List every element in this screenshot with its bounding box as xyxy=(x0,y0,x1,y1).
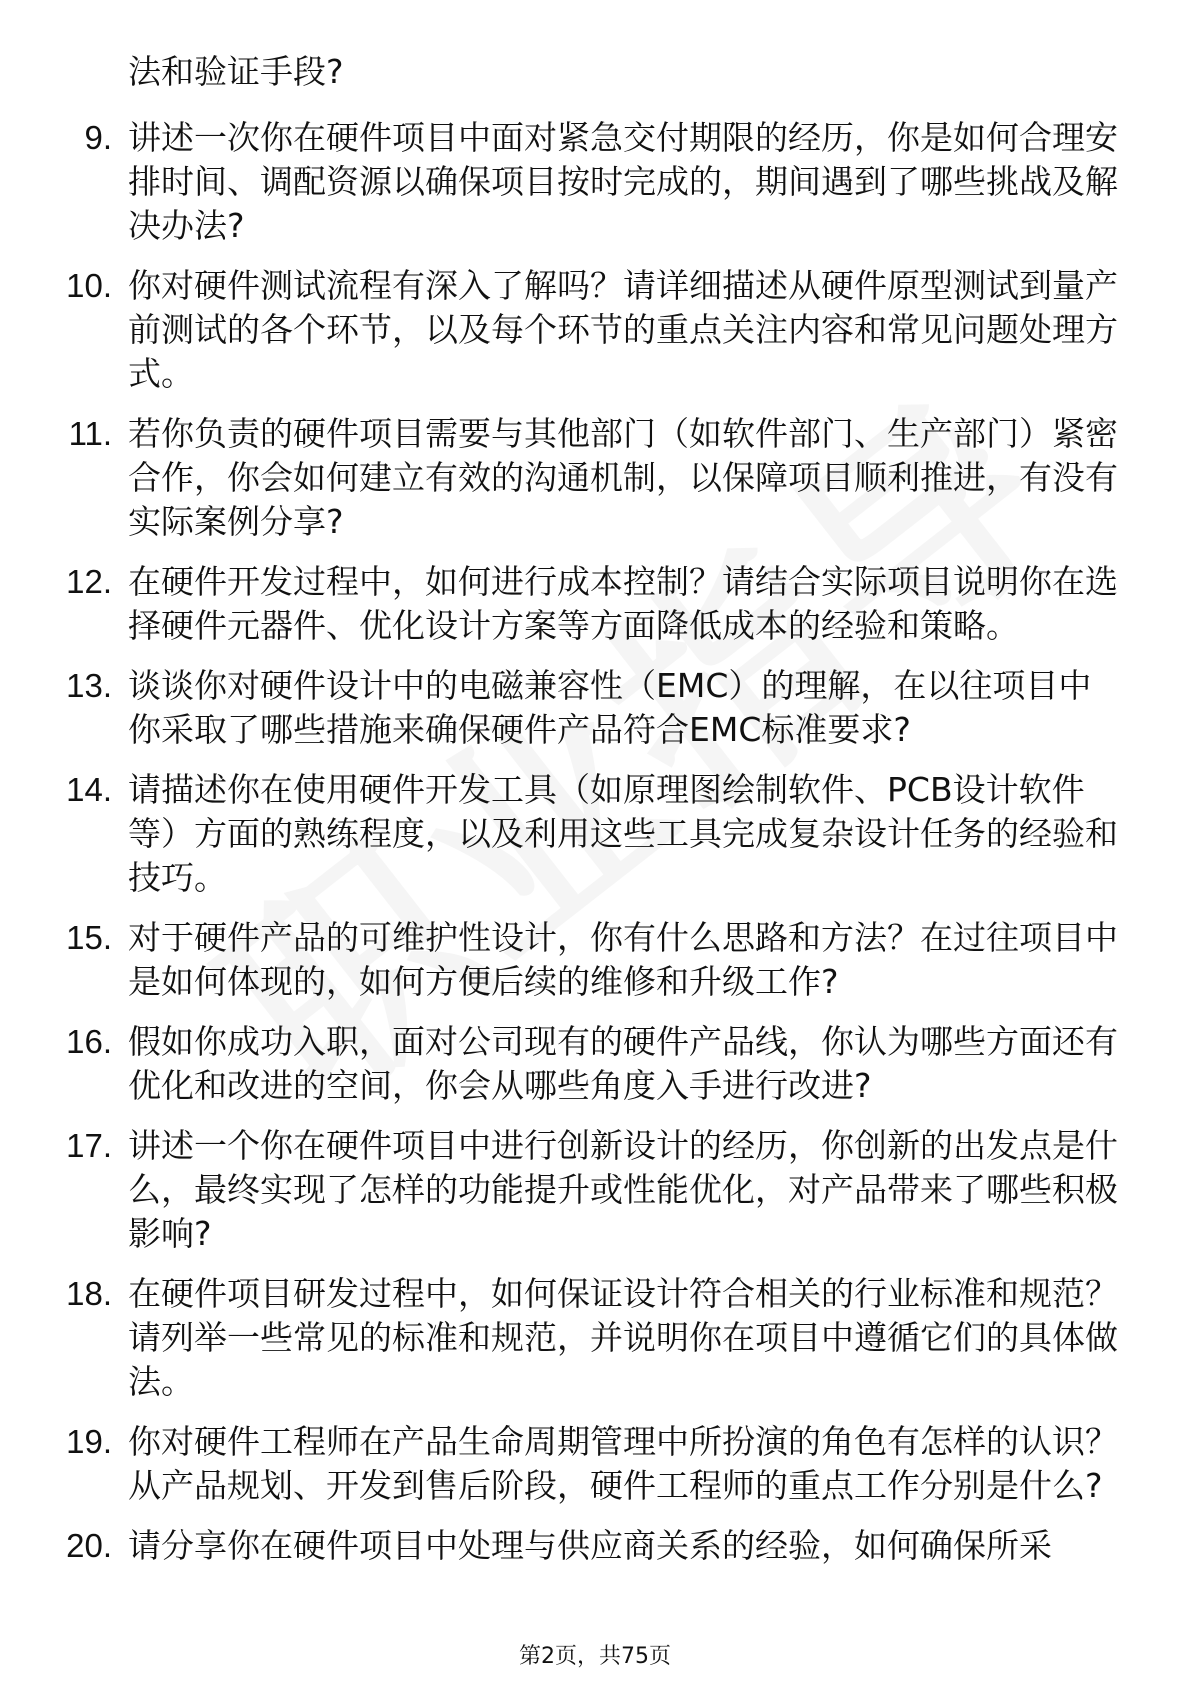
question-item xyxy=(0,1020,1190,1108)
question-text: 对于硬件产品的可维护性设计，你有什么思路和方法？在过往项目中是如何体现的，如何方便后续的维修和升级工作? xyxy=(128,918,1118,1001)
question-text: 假如你成功入职，面对公司现有的硬件产品线，你认为哪些方面还有优化和改进的空间，你会从哪些角度入手进行改进? xyxy=(128,1022,1118,1105)
question-number: 16. xyxy=(66,1023,112,1060)
question-number: 15. xyxy=(66,919,112,956)
question-number: 20. xyxy=(66,1527,112,1564)
continuation-text: 法和验证手段? xyxy=(128,52,344,91)
question-list xyxy=(0,116,1190,1584)
question-text: 你对硬件工程师在产品生命周期管理中所扮演的角色有怎样的认识？从产品规划、开发到售后阶段，硬件工程师的重点工作分别是什么? xyxy=(128,1422,1118,1505)
page-footer: 第2页，共75页 xyxy=(519,1644,671,1669)
question-text: 谈谈你对硬件设计中的电磁兼容性（EMC）的理解，在以往项目中你采取了哪些措施来确保硬件产品符合EMC标准要求? xyxy=(128,666,1092,749)
question-text: 若你负责的硬件项目需要与其他部门（如软件部门、生产部门）紧密合作，你会如何建立有效的沟通机制，以保障项目顺利推进，有没有实际案例分享? xyxy=(128,414,1118,541)
question-number: 9. xyxy=(84,119,112,156)
question-number: 12. xyxy=(66,563,112,600)
question-text: 你对硬件测试流程有深入了解吗？请详细描述从硬件原型测试到量产前测试的各个环节，以及每个环节的重点关注内容和常见问题处理方式。 xyxy=(128,266,1118,393)
question-text: 讲述一次你在硬件项目中面对紧急交付期限的经历，你是如何合理安排时间、调配资源以确保项目按时完成的，期间遇到了哪些挑战及解决办法? xyxy=(128,118,1118,245)
question-item xyxy=(0,768,1190,900)
question-number: 13. xyxy=(66,667,112,704)
question-item xyxy=(0,1524,1190,1568)
question-item xyxy=(0,916,1190,1004)
question-text: 讲述一个你在硬件项目中进行创新设计的经历，你创新的出发点是什么，最终实现了怎样的功能提升或性能优化，对产品带来了哪些积极影响? xyxy=(128,1126,1118,1253)
question-number: 14. xyxy=(66,771,112,808)
question-text: 请分享你在硬件项目中处理与供应商关系的经验，如何确保所采 xyxy=(128,1526,1052,1565)
question-number: 11. xyxy=(68,415,112,452)
question-item xyxy=(0,116,1190,248)
question-number: 17. xyxy=(66,1127,112,1164)
question-item xyxy=(0,412,1190,544)
question-text: 在硬件开发过程中，如何进行成本控制？请结合实际项目说明你在选择硬件元器件、优化设计方案等方面降低成本的经验和策略。 xyxy=(128,562,1118,645)
question-number: 19. xyxy=(66,1423,112,1460)
question-item xyxy=(0,1272,1190,1404)
question-item xyxy=(0,560,1190,648)
question-item xyxy=(0,264,1190,396)
question-item xyxy=(0,1420,1190,1508)
question-text: 在硬件项目研发过程中，如何保证设计符合相关的行业标准和规范？请列举一些常见的标准和规范，并说明你在项目中遵循它们的具体做法。 xyxy=(128,1274,1118,1401)
question-text: 请描述你在使用硬件开发工具（如原理图绘制软件、PCB设计软件等）方面的熟练程度，以及利用这些工具完成复杂设计任务的经验和技巧。 xyxy=(128,770,1118,897)
question-number: 10. xyxy=(66,267,112,304)
question-item xyxy=(0,1124,1190,1256)
question-number: 18. xyxy=(66,1275,112,1312)
question-item xyxy=(0,664,1190,752)
